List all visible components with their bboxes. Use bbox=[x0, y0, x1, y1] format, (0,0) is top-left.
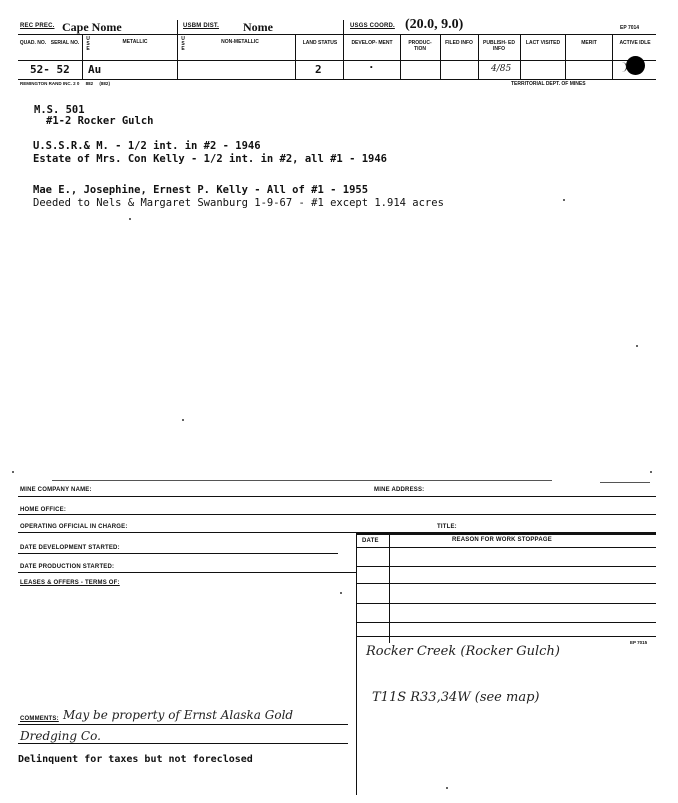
reason-column-label: REASON FOR WORK STOPPAGE bbox=[452, 537, 552, 543]
date-column-label: DATE bbox=[362, 538, 379, 544]
location-handwritten: Rocker Creek (Rocker Gulch) bbox=[366, 644, 560, 659]
ownership-line-2: Estate of Mrs. Con Kelly - 1/2 int. in #2, all #1 - 1946 bbox=[33, 153, 388, 165]
col-metallic: METALLIC bbox=[122, 39, 148, 45]
metallic-value: Au bbox=[88, 63, 102, 76]
claim-line: #1-2 Rocker Gulch bbox=[46, 115, 154, 127]
rec-prec-value: Cape Nome bbox=[62, 20, 122, 34]
township-handwritten: T11S R33,34W (see map) bbox=[372, 690, 540, 705]
col-quad-no: QUAD. NO. bbox=[19, 40, 47, 46]
usbm-dist-label: USBM DIST. bbox=[183, 23, 220, 29]
ownership-line-1: U.S.S.R.& M. - 1/2 int. in #2 - 1946 bbox=[33, 140, 261, 152]
col-published-info: PUBLISH- ED INFO bbox=[483, 40, 515, 52]
operating-official-label: OPERATING OFFICIAL IN CHARGE: bbox=[20, 524, 128, 530]
col-use-mark-2: U S E bbox=[181, 36, 185, 52]
col-production: PRODUC- TION bbox=[408, 40, 432, 52]
usbm-dist-value: Nome bbox=[243, 20, 273, 34]
col-merit: MERIT bbox=[581, 40, 597, 46]
col-use-mark: U S E bbox=[86, 36, 90, 52]
col-land-status: LAND STATUS bbox=[302, 40, 338, 46]
land-status-value: 2 bbox=[315, 63, 322, 76]
home-office-label: HOME OFFICE: bbox=[20, 507, 67, 513]
usgs-coord-label: USGS COORD. bbox=[350, 23, 395, 29]
published-info-value: 4/85 bbox=[491, 64, 512, 74]
rec-prec-label: REC PREC. bbox=[20, 23, 55, 29]
col-serial-no: SERIAL NO. bbox=[50, 40, 80, 46]
active-idle-marker bbox=[626, 56, 645, 75]
col-non-metallic: NON-METALLIC bbox=[221, 39, 259, 45]
usgs-coord-value: (20.0, 9.0) bbox=[405, 17, 464, 32]
comments-handwritten-2: Dredging Co. bbox=[20, 729, 101, 743]
form-code-2: EP 7015 bbox=[630, 640, 648, 645]
department-label: TERRITORIAL DEPT. OF MINES bbox=[511, 81, 586, 87]
col-filed-info: FILED INFO bbox=[445, 40, 473, 46]
col-development: DEVELOP- MENT bbox=[351, 40, 393, 46]
col-active-idle: ACTIVE IDLE bbox=[619, 40, 651, 46]
col-last-visited: LACT VISITED bbox=[525, 40, 561, 46]
mine-company-name-label: MINE COMPANY NAME: bbox=[20, 487, 92, 493]
ownership-line-3: Mae E., Josephine, Ernest P. Kelly - All of #1 - 1955 bbox=[33, 184, 369, 196]
date-production-started-label: DATE PRODUCTION STARTED: bbox=[20, 564, 115, 570]
printer-line: REMINGTON RAND INC. 2 0 882 (882) bbox=[20, 81, 110, 86]
comments-handwritten-1: May be property of Ernst Alaska Gold bbox=[63, 708, 294, 722]
mine-address-label: MINE ADDRESS: bbox=[374, 487, 425, 493]
ownership-line-4: Deeded to Nels & Margaret Swanburg 1-9-67 - #1 except 1.914 acres bbox=[33, 197, 444, 209]
ms-line: M.S. 501 bbox=[34, 104, 85, 116]
title-label: TITLE: bbox=[437, 524, 457, 530]
form-code: EP 7014 bbox=[620, 25, 640, 31]
comments-label: COMMENTS: bbox=[20, 716, 59, 722]
comments-typed: Delinquent for taxes but not foreclosed bbox=[18, 754, 253, 765]
date-development-started-label: DATE DEVELOPMENT STARTED: bbox=[20, 545, 120, 551]
quad-serial-value: 52- 52 bbox=[30, 63, 70, 76]
development-value: · bbox=[368, 61, 375, 74]
leases-offers-label: LEASES & OFFERS - TERMS OF: bbox=[20, 580, 120, 586]
